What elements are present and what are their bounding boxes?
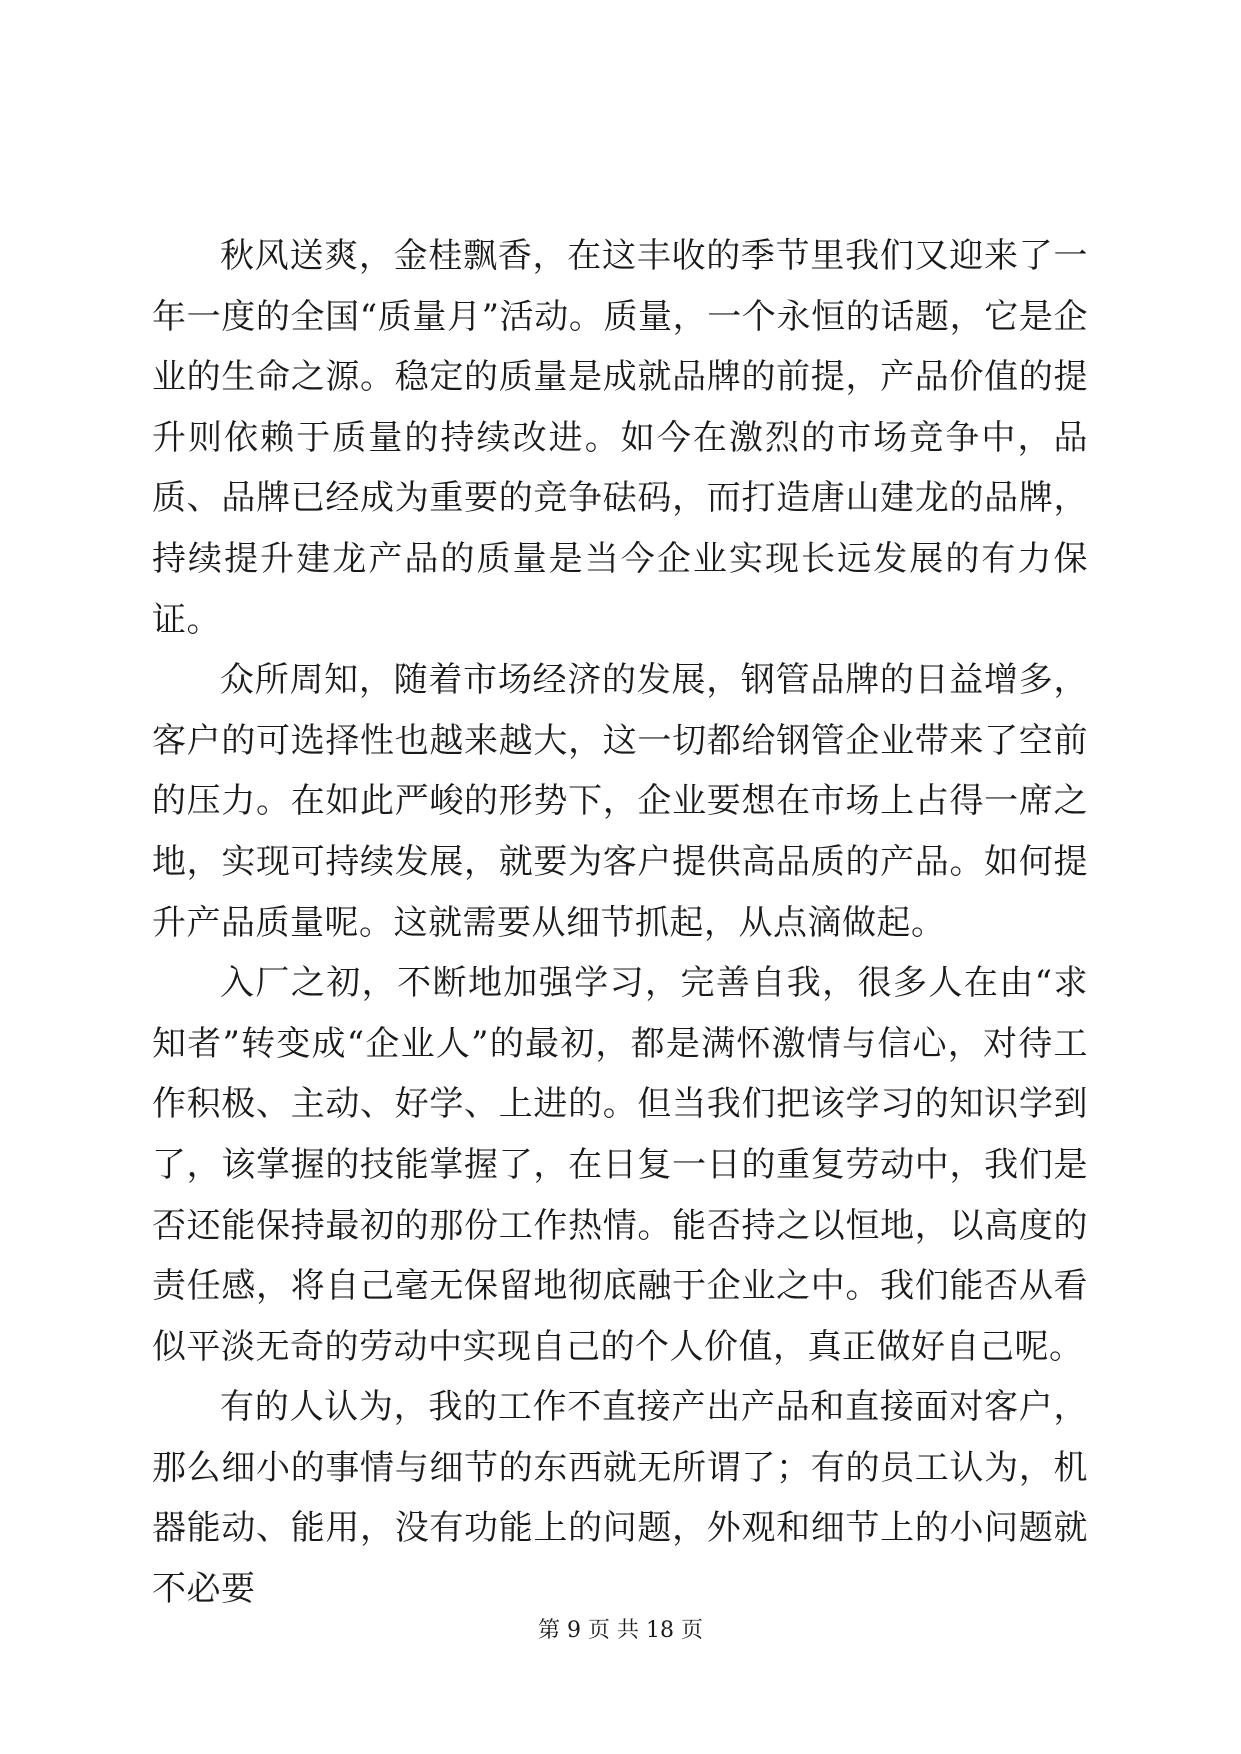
page-number-footer: 第 9 页 共 18 页 [538, 1618, 703, 1643]
paragraph-4: 有的人认为，我的工作不直接产出产品和直接面对客户，那么细小的事情与细节的东西就无所谓了；有的员工认为，机器能动、能用，没有功能上的问题，外观和细节上的小问题就不必要 [152, 1387, 1088, 1610]
paragraph-3: 入厂之初，不断地加强学习，完善自我，很多人在由“求知者”转变成“企业人”的最初，都是满怀激情与信心，对待工作积极、主动、好学、上进的。但当我们把该学习的知识学到了，该掌握的技能掌握了，在日复一日的重复劳动中，我们是否还能保持最初的那份工作热情。能否持之以恒地，以高度的责任感，将自己毫无保留地彻底融于企业之中。我们能否从看似平淡无奇的劳动中实现自己的个人价值，真正做好自己呢。 [152, 963, 1088, 1367]
paragraph-1: 秋风送爽，金桂飘香，在这丰收的季节里我们又迎来了一年一度的全国“质量月”活动。质量，一个永恒的话题，它是企业的生命之源。稳定的质量是成就品牌的前提，产品价值的提升则依赖于质量的持续改进。如今在激烈的市场竞争中，品质、品牌已经成为重要的竞争砝码，而打造唐山建龙的品牌，持续提升建龙产品的质量是当今企业实现长远发展的有力保证。 [152, 236, 1088, 640]
document-body [152, 226, 1088, 1620]
paragraph-2: 众所周知，随着市场经济的发展，钢管品牌的日益增多，客户的可选择性也越来越大，这一切都给钢管企业带来了空前的压力。在如此严峻的形势下，企业要想在市场上占得一席之地，实现可持续发展，就要为客户提供高品质的产品。如何提升产品质量呢。这就需要从细节抓起，从点滴做起。 [152, 660, 1088, 943]
